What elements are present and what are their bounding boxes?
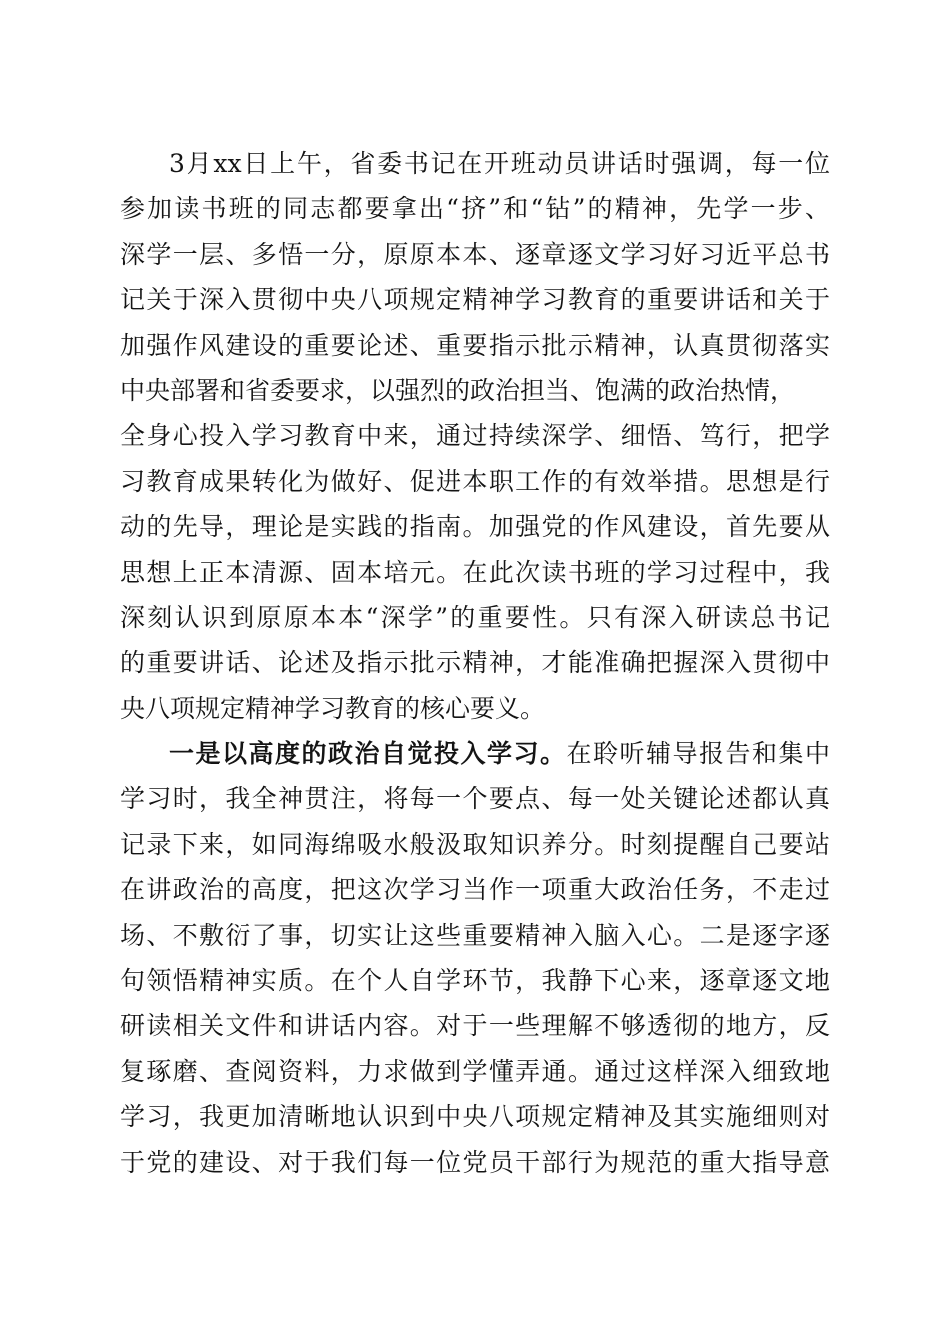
paragraph-1-line-13: 央八项规定精神学习教育的核心要义。: [120, 693, 546, 723]
paragraph-2-line-7: 研读相关文件和讲话内容。对于一些理解不够透彻的地方，反: [120, 1011, 830, 1041]
paragraph-2-line-3: 记录下来，如同海绵吸水般汲取知识养分。时刻提醒自己要站: [120, 829, 830, 859]
paragraph-1-line-8: 习教育成果转化为做好、促进本职工作的有效举措。思想是行: [120, 466, 830, 496]
paragraph-2-line-2: 学习时，我全神贯注，将每一个要点、每一处关键论述都认真: [120, 784, 830, 814]
paragraph-1-line-12: 的重要讲话、论述及指示批示精神，才能准确把握深入贯彻中: [120, 648, 830, 678]
paragraph-1-line-5: 加强作风建设的重要论述、重要指示批示精神，认真贯彻落实: [120, 330, 830, 360]
paragraph-2-line-5: 场、不敷衍了事，切实让这些重要精神入脑入心。二是逐字逐: [120, 920, 830, 950]
paragraph-1-line-10: 思想上正本清源、固本培元。在此次读书班的学习过程中，我: [120, 557, 830, 587]
paragraph-1: [120, 141, 830, 731]
paragraph-2: [120, 731, 830, 1185]
paragraph-2-line-8: 复琢磨、查阅资料，力求做到学懂弄通。通过这样深入细致地: [120, 1056, 830, 1086]
paragraph-2-bold-lead: 一是以高度的政治自觉投入学习。: [169, 739, 567, 769]
paragraph-1-line-7: 全身心投入学习教育中来，通过持续深学、细悟、笃行，把学: [120, 421, 830, 451]
paragraph-1-line-9: 动的先导，理论是实践的指南。加强党的作风建设，首先要从: [120, 512, 830, 542]
paragraph-1-line-2: 参加读书班的同志都要拿出“挤”和“钻”的精神，先学一步、: [120, 194, 830, 224]
paragraph-2-line-1: [120, 731, 830, 776]
paragraph-1-line-1: 3月xx日上午，省委书记在开班动员讲话时强调，每一位: [169, 149, 830, 178]
paragraph-2-line-10: 于党的建设、对于我们每一位党员干部行为规范的重大指导意: [120, 1147, 830, 1177]
document-body: [120, 141, 830, 1185]
paragraph-1-line-3: 深学一层、多悟一分，原原本本、逐章逐文学习好习近平总书: [120, 239, 830, 269]
paragraph-2-line-1-rest: 在聆听辅导报告和集中: [566, 739, 830, 769]
paragraph-1-line-4: 记关于深入贯彻中央八项规定精神学习教育的重要讲话和关于: [120, 285, 830, 315]
paragraph-1-line-11: 深刻认识到原原本本“深学”的重要性。只有深入研读总书记: [120, 602, 830, 632]
paragraph-2-line-9: 学习，我更加清晰地认识到中央八项规定精神及其实施细则对: [120, 1102, 830, 1132]
paragraph-1-line-6: 中央部署和省委要求，以强烈的政治担当、饱满的政治热情，: [120, 375, 796, 405]
paragraph-2-line-6: 句领悟精神实质。在个人自学环节，我静下心来，逐章逐文地: [120, 966, 830, 996]
paragraph-2-line-4: 在讲政治的高度，把这次学习当作一项重大政治任务，不走过: [120, 875, 830, 905]
